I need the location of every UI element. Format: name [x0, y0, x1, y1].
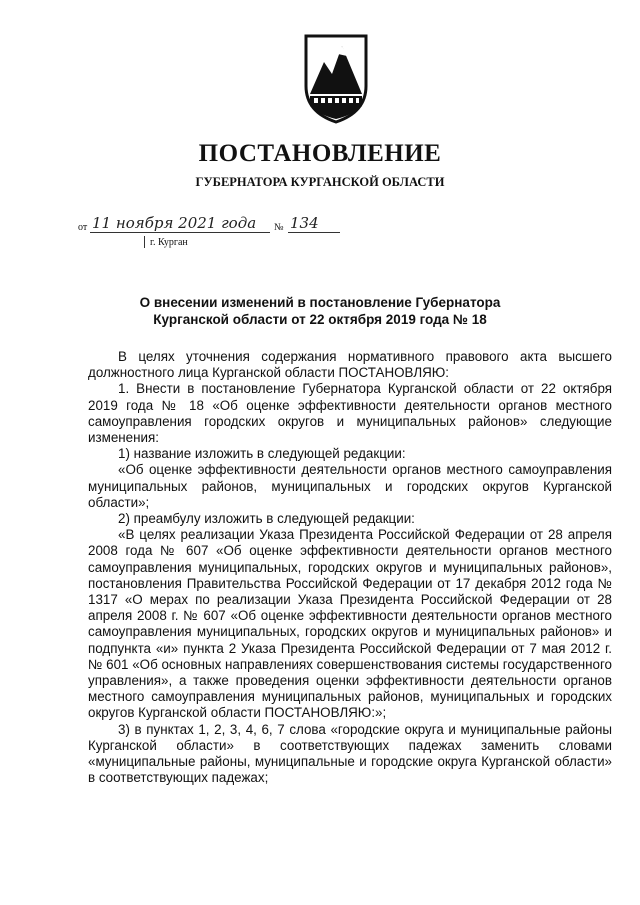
document-body — [88, 349, 612, 786]
document-subject — [100, 294, 540, 328]
body-paragraph: «В целях реализации Указа Президента Российской Федерации от 28 апреля 2008 года № 607 «Об оценке эффективности деятельности органов местного самоуправления муниципальных, городских округов и муниципальных районов», постановления Правительства Российской Федерации от 17 декабря 2012 года № 1317 «О мерах по реализации Указа Президента Российской Федерации от 28 апреля 2008 г. № 607 «Об оценке эффективности деятельности органов местного самоуправления муниципальных, городских округов и муниципальных районов» и подпункта «и» пункта 2 Указа Президента Российской Федерации от 7 мая 2012 г. № 601 «Об основных направлениях совершенствования системы государственного управления», а также проведения оценки эффективности деятельности органов местного самоуправления муниципальных районов, муниципальных и городских округов Курганской области ПОСТАНОВЛЯЮ:»; — [88, 527, 612, 721]
body-paragraph: В целях уточнения содержания нормативного правового акта высшего должностного лица Курганской области ПОСТАНОВЛЯЮ: — [88, 349, 612, 381]
subject-line: О внесении изменений в постановление Губернатора — [139, 295, 501, 310]
document-meta — [0, 210, 640, 260]
date-prefix: от — [78, 222, 88, 233]
body-paragraph: 3) в пунктах 1, 2, 3, 4, 6, 7 слова «городские округа и муниципальные районы Курганской области» в соответствующих падежах заменить словами «муниципальные районы, муниципальные и городские округа Курганской области» в соответствующих падежах; — [88, 721, 612, 786]
city-bracket — [144, 236, 145, 248]
coat-of-arms-icon — [302, 32, 370, 124]
body-paragraph: «Об оценке эффективности деятельности органов местного самоуправления муниципальных районов, муниципальных и городских округов Курганской области»; — [88, 462, 612, 510]
body-paragraph: 1) название изложить в следующей редакции: — [118, 446, 406, 462]
document-subtitle: ГУБЕРНАТОРА КУРГАНСКОЙ ОБЛАСТИ — [195, 175, 445, 189]
subject-line: Курганской области от 22 октября 2019 года № 18 — [153, 312, 487, 327]
handwritten-number: 134 — [290, 214, 319, 232]
number-underline — [288, 232, 340, 233]
number-prefix: № — [274, 222, 284, 233]
city-name: г. Курган — [150, 237, 188, 248]
date-underline — [90, 232, 270, 233]
body-paragraph: 1. Внести в постановление Губернатора Курганской области от 22 октября 2019 года № 18 «Об оценке эффективности деятельности органов местного самоуправления городских округов и муниципальных районов» следующие изменения: — [88, 381, 612, 446]
handwritten-date: 11 ноября 2021 года — [92, 214, 257, 232]
body-paragraph: 2) преамбулу изложить в следующей редакции: — [118, 511, 415, 527]
document-title: ПОСТАНОВЛЕНИЕ — [198, 140, 442, 167]
